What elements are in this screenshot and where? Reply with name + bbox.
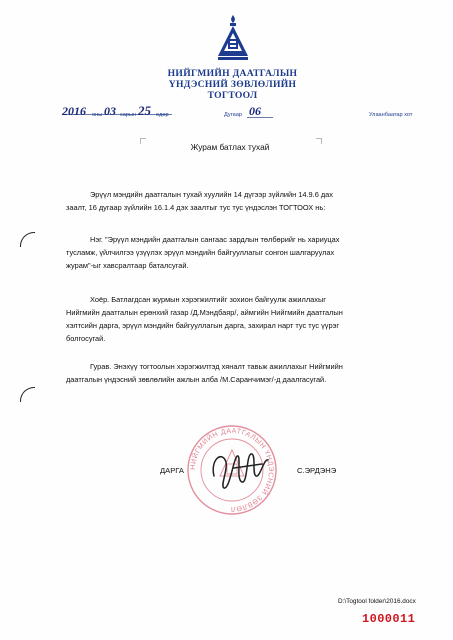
- punch-hole-mark-top: [20, 232, 35, 247]
- item-1-paragraph: [66, 233, 398, 272]
- registration-number: 1000011: [362, 612, 416, 626]
- date-month: 03: [104, 104, 116, 118]
- item-1-line: журам"-ыг хавсралтаар баталсугай.: [66, 261, 189, 270]
- item-2-line: Хоёр. Батлагдсан журмын хэрэгжилтийг зохион байгуулж ажиллахыг: [90, 295, 326, 304]
- punch-hole-mark-bottom: [20, 387, 35, 402]
- decree-number: 06: [249, 104, 261, 118]
- item-3-line: Гурав. Энэхүү тогтоолын хэрэгжилтэд хяналт тавьж ажиллахыг Нийгмийн: [90, 362, 343, 371]
- intro-paragraph: [66, 188, 398, 214]
- document-title: Журам батлах тухай: [190, 142, 270, 152]
- date-day-suffix: өдөр: [156, 112, 169, 118]
- item-1-line: Нэг. "Эрүүл мэндийн даатгалын сангаас зардлын төлбөрийг нь хариуцах: [90, 235, 340, 244]
- org-name-line3: ТОГТООЛ: [207, 90, 258, 101]
- item-2-line: болгосугай.: [66, 334, 106, 343]
- signatory-name: С.ЭРДЭНЭ: [297, 466, 337, 475]
- stamp-ring-text: НИЙГМИЙН ДААТГАЛЫН ҮНДЭСНИЙ ЗӨВЛӨЛ: [189, 427, 275, 513]
- handwritten-signature: [208, 446, 272, 492]
- item-3-paragraph: [66, 360, 398, 386]
- item-2-paragraph: [66, 293, 398, 345]
- signatory-title: ДАРГА: [160, 466, 184, 475]
- date-year: 2016: [62, 104, 86, 118]
- emblem-logo-icon: [216, 14, 250, 66]
- item-2-line: хэлтсийн дарга, эрүүл мэндийн байгууллагын дарга, захирал нарт тус тус үүрэг: [66, 321, 340, 330]
- intro-line: Эрүүл мэндийн даатгалын тухай хуулийн 14 дүгээр зүйлийн 14.9.6 дах: [90, 190, 333, 199]
- date-day: 25: [138, 103, 151, 118]
- date-month-suffix: сарын: [120, 112, 137, 118]
- item-2-line: Нийгмийн даатгалын ерөнхий газар /Д.Мэндбаяр/, аймгийн Нийгмийн даатгалын: [66, 308, 343, 317]
- file-path: D:\Togtool folder\2016.docx: [338, 598, 416, 605]
- item-1-line: тусламж, үйлчилгээ үзүүлэх эрүүл мэндийн байгууллагыг сонгон шалгаруулах: [66, 248, 335, 257]
- place: Улаанбаатар хот: [369, 112, 413, 118]
- date-year-suffix: оны: [92, 112, 103, 118]
- intro-line: заалт, 16 дугаар зүйлийн 16.1.4 дэх заалтыг тус тус үндэслэн ТОГТООХ нь:: [66, 203, 326, 212]
- org-name-line2: ҮНДЭСНИЙ ЗӨВЛӨЛИЙН: [168, 79, 297, 90]
- org-name-line1: НИЙГМИЙН ДААТГАЛЫН: [167, 68, 298, 79]
- number-label: Дугаар: [224, 112, 242, 118]
- item-3-line: даатгалын үндэсний зөвлөлийн ажлын алба /М.Саранчимэг/-д даалгасугай.: [66, 375, 327, 384]
